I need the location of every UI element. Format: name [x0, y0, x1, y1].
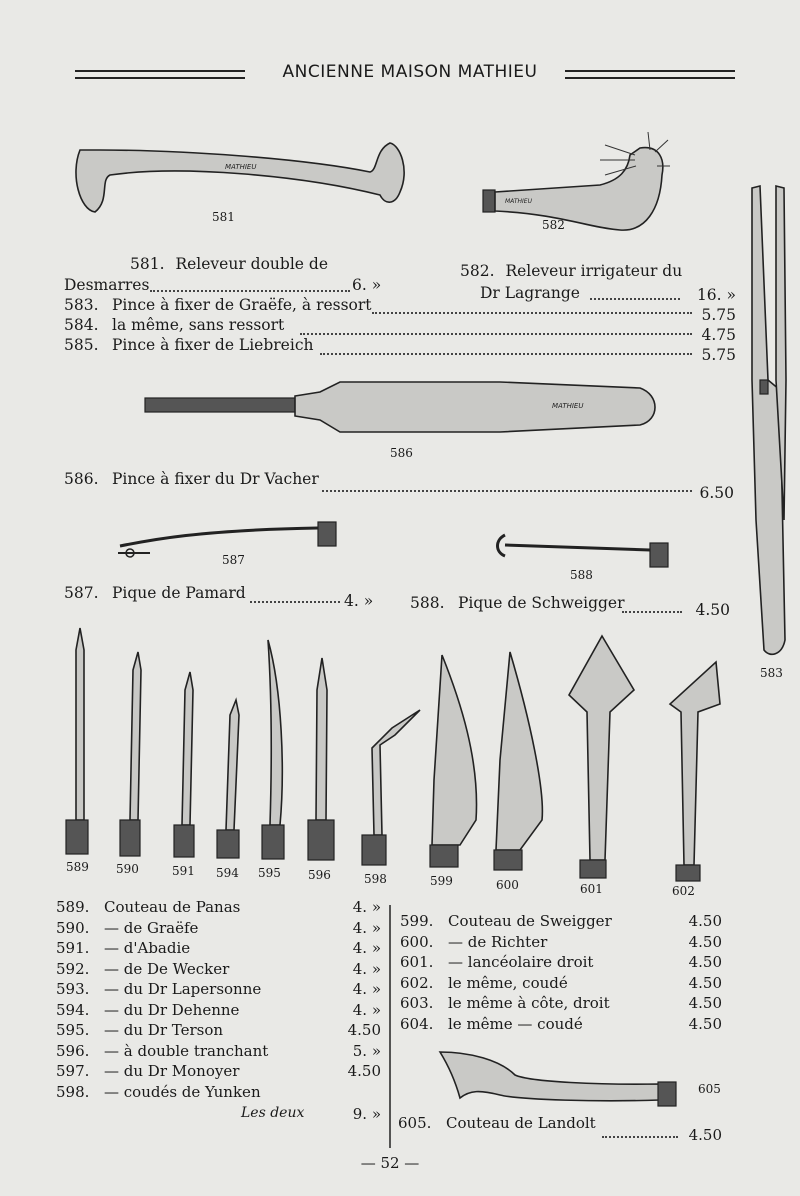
list-item-number: 593.: [56, 980, 90, 998]
item-586-row: [64, 470, 319, 488]
item-587-label: Pique de Pamard: [112, 584, 246, 602]
knife-590: [120, 652, 141, 856]
fig-label-583: 583: [760, 666, 783, 680]
list-item-label: le même, coudé: [448, 973, 568, 992]
item-581-label-cont: Desmarres: [64, 276, 150, 294]
list-item-price: 4. »: [352, 918, 381, 937]
knife-600: [494, 652, 542, 870]
knife-list-left: [56, 898, 381, 1127]
list-item-label: — du Dr Terson: [104, 1021, 224, 1039]
list-item-price: 4.50: [347, 1021, 381, 1039]
list-item: [400, 1015, 722, 1036]
list-item: [56, 898, 381, 919]
knife-594: [217, 700, 239, 858]
list-item: [56, 1083, 381, 1104]
list-item-label: Couteau de Panas: [104, 898, 241, 916]
knife-596: [308, 658, 334, 860]
knife-601: [569, 636, 634, 878]
leader: [372, 312, 692, 314]
leader: [602, 1136, 678, 1138]
list-item: [56, 939, 381, 960]
list-item-price: 4.50: [688, 1014, 722, 1033]
instrument-586: [145, 382, 655, 432]
item-582-label: Releveur irrigateur du: [505, 262, 683, 280]
leader: [322, 490, 692, 492]
item-588-label: Pique de Schweigger: [458, 594, 625, 612]
instrument-605: [440, 1052, 676, 1106]
leader: [150, 290, 350, 292]
knife-598: [362, 710, 420, 865]
knife-589: [66, 628, 88, 854]
fig-label-595: 595: [258, 866, 281, 880]
list-item: [56, 1062, 381, 1083]
both-price: 9. »: [352, 1105, 381, 1123]
list-item-label: — de Graëfe: [104, 918, 199, 937]
header-title: ANCIENNE MAISON MATHIEU: [282, 62, 538, 82]
item-605-price: 4.50: [688, 1126, 722, 1144]
item-582-price: 16. »: [696, 286, 736, 304]
knife-591: [174, 672, 194, 857]
fig-label-586: 586: [390, 446, 413, 460]
instrument-588: [498, 535, 669, 567]
fig-label-581: 581: [212, 210, 235, 224]
knife-595: [262, 640, 284, 859]
fig-label-598: 598: [364, 872, 387, 886]
knife-list-right: [400, 912, 722, 1035]
fig-label-600: 600: [496, 878, 519, 892]
fig-label-587: 587: [222, 553, 245, 567]
fig-label-596: 596: [308, 868, 331, 882]
list-item: [400, 994, 722, 1015]
list-item-label: Couteau de Sweigger: [448, 912, 612, 930]
list-item-label: — de Richter: [448, 932, 548, 951]
list-item-price: 4. »: [352, 939, 381, 957]
item-585-label: Pince à fixer de Liebreich: [112, 336, 314, 354]
page-number: — 52 —: [360, 1154, 420, 1172]
item-583-number: 583.: [64, 296, 99, 314]
list-item-number: 603.: [400, 994, 434, 1012]
list-item: [56, 980, 381, 1001]
list-item-price: 4. »: [352, 1000, 381, 1019]
item-582-line1: [460, 262, 682, 280]
fig-label-594: 594: [216, 866, 239, 880]
list-item: [56, 960, 381, 981]
item-587-row: [64, 584, 246, 602]
list-item-label: — coudés de Yunken: [104, 1082, 261, 1101]
item-583-price: 5.75: [701, 306, 736, 324]
list-item-label: le même — coudé: [448, 1014, 583, 1033]
list-item-label: — d'Abadie: [104, 939, 191, 957]
item-584-price: 4.75: [701, 326, 736, 344]
item-605-number: 605.: [398, 1114, 432, 1132]
instrument-582: [483, 132, 670, 230]
fig-label-588: 588: [570, 568, 593, 582]
item-587-price: 4. »: [344, 592, 374, 610]
list-item: [400, 953, 722, 974]
list-item-number: 602.: [400, 973, 434, 992]
list-item-label: — du Dr Monoyer: [104, 1062, 240, 1080]
list-item-price: 4.50: [688, 994, 722, 1012]
list-item: [56, 1042, 381, 1063]
list-item-label: — lancéolaire droit: [448, 953, 594, 971]
list-item-price: 4.50: [347, 1062, 381, 1080]
maker-mark-586: MATHIEU: [552, 402, 584, 410]
list-item: [56, 1021, 381, 1042]
item-584-label: la même, sans ressort: [112, 316, 285, 334]
leader: [622, 611, 682, 613]
knife-599: [430, 655, 477, 867]
list-item-label: — à double tranchant: [104, 1041, 269, 1060]
list-item-price: 4.50: [688, 953, 722, 971]
list-item-number: 595.: [56, 1021, 90, 1039]
instrument-581: [76, 143, 404, 212]
list-item-number: 600.: [400, 932, 434, 951]
item-586-number: 586.: [64, 470, 99, 488]
fig-label-601: 601: [580, 882, 603, 896]
list-item-number: 598.: [56, 1082, 90, 1101]
list-item-number: 604.: [400, 1014, 434, 1033]
list-item-number: 596.: [56, 1041, 90, 1060]
item-587-number: 587.: [64, 584, 99, 602]
list-item: [400, 912, 722, 933]
leader: [590, 298, 680, 300]
item-584-row: [64, 316, 284, 334]
fig-label-590: 590: [116, 862, 139, 876]
list-item-label: — du Dr Dehenne: [104, 1000, 240, 1019]
item-585-number: 585.: [64, 336, 99, 354]
fig-label-602: 602: [672, 884, 695, 898]
item-581-number: 581.: [130, 255, 165, 273]
fig-label-589: 589: [66, 860, 89, 874]
item-586-label: Pince à fixer du Dr Vacher: [112, 470, 319, 488]
fig-label-599: 599: [430, 874, 453, 888]
list-item-number: 592.: [56, 959, 90, 978]
list-item-price: 4. »: [352, 980, 381, 998]
list-item-number: 591.: [56, 939, 90, 957]
item-581-price: 6. »: [352, 276, 382, 294]
list-item-number: 597.: [56, 1062, 90, 1080]
item-586-price: 6.50: [699, 484, 734, 502]
list-item-price: 4. »: [352, 898, 381, 916]
list-item-price: 4. »: [352, 959, 381, 978]
list-item-price: 4.50: [688, 973, 722, 992]
list-item: [400, 933, 722, 954]
fig-label-591: 591: [172, 864, 195, 878]
list-item-number: 601.: [400, 953, 434, 971]
list-item: [400, 974, 722, 995]
item-605-label: Couteau de Landolt: [446, 1114, 596, 1132]
both-label: Les deux: [241, 1105, 305, 1121]
list-item-both: [56, 1105, 381, 1127]
list-item-price: 4.50: [688, 912, 722, 930]
list-item: [56, 1001, 381, 1022]
list-item-label: — de De Wecker: [104, 959, 230, 978]
leader: [250, 601, 340, 603]
item-581-label: Releveur double de: [175, 255, 328, 273]
item-588-number: 588.: [410, 594, 445, 612]
instrument-583: [752, 186, 786, 654]
item-585-row: [64, 336, 313, 354]
fig-label-605: 605: [698, 1082, 721, 1096]
list-item-number: 589.: [56, 898, 90, 916]
item-583-label: Pince à fixer de Graëfe, à ressort: [112, 296, 372, 314]
list-item-label: le même à côte, droit: [448, 994, 610, 1012]
item-605-row: [398, 1114, 596, 1132]
list-item-label: — du Dr Lapersonne: [104, 980, 262, 998]
item-581-line1: [130, 255, 328, 273]
item-588-row: [410, 594, 625, 612]
maker-mark-582: MATHIEU: [505, 198, 532, 205]
leader: [300, 333, 692, 335]
item-582-label-cont: Dr Lagrange: [480, 284, 580, 302]
list-item-number: 594.: [56, 1000, 90, 1019]
fig-label-582: 582: [542, 218, 565, 232]
item-584-number: 584.: [64, 316, 99, 334]
instrument-587: [118, 522, 336, 557]
maker-mark-581: MATHIEU: [225, 163, 257, 171]
leader: [320, 353, 692, 355]
item-588-price: 4.50: [695, 601, 730, 619]
knife-602: [670, 662, 720, 881]
item-582-number: 582.: [460, 262, 495, 280]
item-585-price: 5.75: [701, 346, 736, 364]
list-item-price: 5. »: [352, 1041, 381, 1060]
list-item: [56, 919, 381, 940]
list-item-number: 599.: [400, 912, 434, 930]
list-item-number: 590.: [56, 918, 90, 937]
item-583-row: [64, 296, 372, 314]
list-item-price: 4.50: [688, 932, 722, 951]
